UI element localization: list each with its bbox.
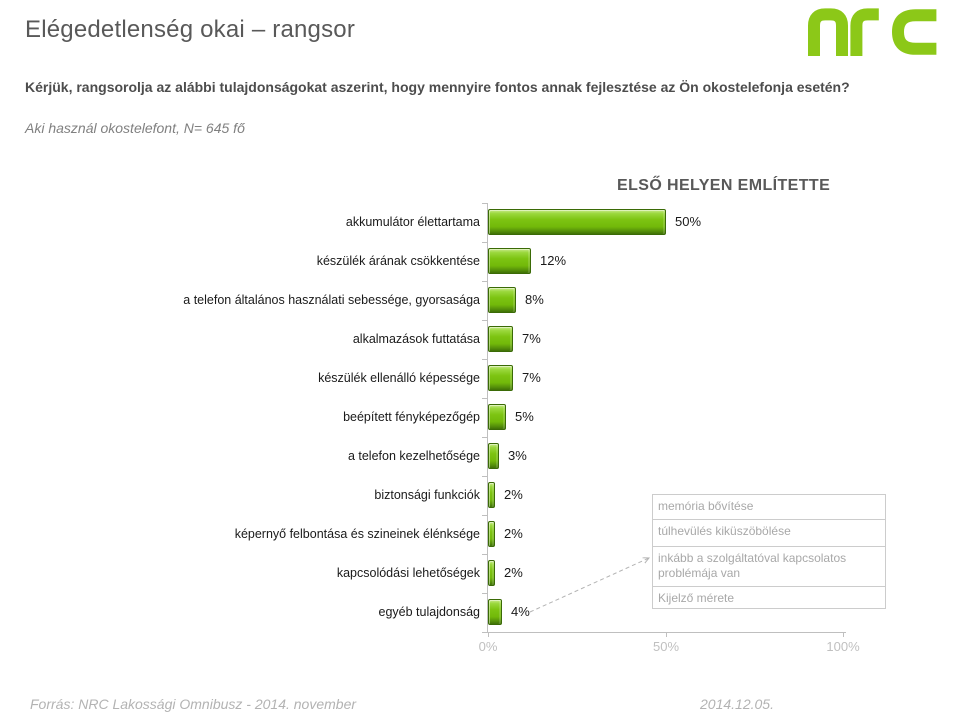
category-label: beépített fényképezőgép: [343, 410, 480, 424]
value-label: 2%: [504, 487, 523, 502]
page-title: Elégedetlenség okai – rangsor: [25, 16, 356, 43]
x-axis-label: 50%: [652, 639, 680, 654]
callout-item: memória bővítése: [653, 495, 885, 520]
bar: [488, 404, 506, 430]
category-label: akkumulátor élettartama: [345, 215, 480, 229]
bar: [488, 482, 495, 508]
bar: [488, 443, 499, 469]
base-note: Aki használ okostelefont, N= 645 fő: [25, 120, 245, 136]
value-label: 50%: [675, 214, 702, 229]
value-label: 4%: [511, 604, 530, 619]
callout-connector-arrow: [480, 545, 680, 630]
bar: [488, 287, 516, 313]
bar: [488, 248, 531, 274]
category-label: készülék árának csökkentése: [316, 254, 480, 268]
bar: [488, 521, 495, 547]
nrc-logo-strokes: [814, 14, 936, 56]
callout-item: inkább a szolgáltatóval kapcsolatos problémája van: [653, 547, 885, 587]
bar: [488, 209, 666, 235]
value-label: 12%: [540, 253, 567, 268]
value-label: 2%: [504, 526, 523, 541]
value-label: 3%: [508, 448, 527, 463]
value-label: 7%: [522, 331, 541, 346]
other-responses-callout: [652, 494, 886, 609]
category-label: biztonsági funkciók: [374, 488, 480, 502]
category-label: kapcsolódási lehetőségek: [336, 566, 480, 580]
x-axis-label: 100%: [826, 639, 860, 654]
x-axis-line: [484, 632, 846, 633]
x-axis-tick: [666, 632, 667, 637]
bar: [488, 365, 513, 391]
category-label: egyéb tulajdonság: [378, 605, 480, 619]
category-label: a telefon kezelhetősége: [347, 449, 480, 463]
category-label: alkalmazások futtatása: [352, 332, 480, 346]
x-axis-label: 0%: [478, 639, 498, 654]
chart-title: ELSŐ HELYEN EMLÍTETTE: [617, 177, 831, 194]
callout-item: Kijelző mérete: [658, 591, 735, 605]
bar: [488, 326, 513, 352]
category-label: képernyő felbontása és szineinek élénksége: [234, 527, 480, 541]
callout-item: túlhevülés kiküszöbölése: [653, 520, 885, 547]
x-axis-tick: [488, 632, 489, 637]
date-label: 2014.12.05.: [700, 696, 774, 712]
value-label: 8%: [525, 292, 544, 307]
value-label: 2%: [504, 565, 523, 580]
category-label: a telefon általános használati sebessége, gyorsasága: [183, 293, 480, 307]
source-note: Forrás: NRC Lakossági Omnibusz - 2014. november: [30, 696, 357, 712]
nrc-logo: [790, 8, 958, 56]
x-axis-tick: [843, 632, 844, 637]
value-label: 5%: [515, 409, 534, 424]
category-label: készülék ellenálló képessége: [318, 371, 480, 385]
question-text: Kérjük, rangsorolja az alábbi tulajdonságokat aszerint, hogy mennyire fontos annak fejlesztése az Ön okostelefonja esetén?: [25, 79, 850, 95]
value-label: 7%: [522, 370, 541, 385]
